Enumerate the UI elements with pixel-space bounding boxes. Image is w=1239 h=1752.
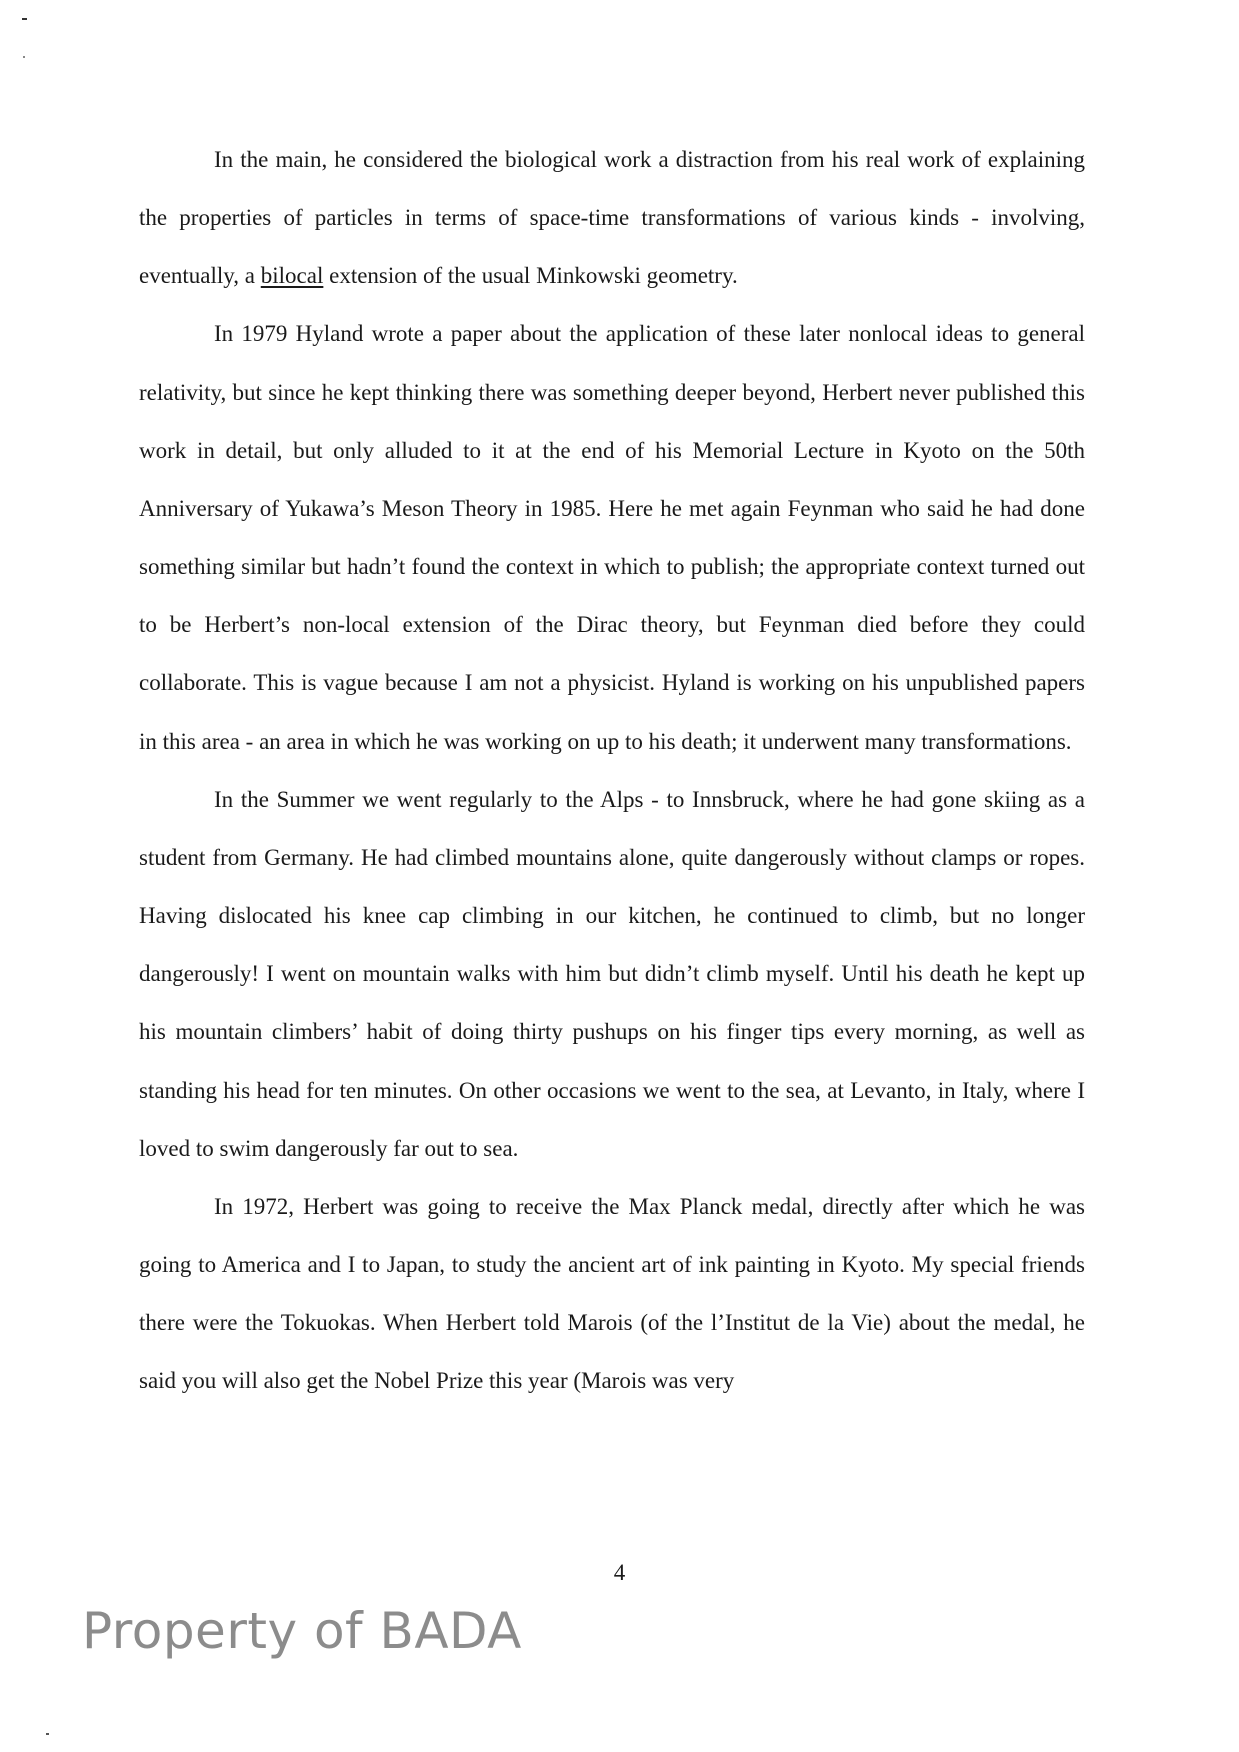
underlined-word: bilocal: [260, 263, 324, 289]
scan-mark: [23, 56, 25, 58]
scan-mark: [22, 18, 27, 20]
paragraph-1: [139, 131, 1085, 305]
paragraph-1-text: In the main, he considered the biological work a distraction from his real work of explaining the properties of particles in terms of space-time transformations of various kinds - involving, eventually, a: [139, 147, 1085, 289]
paragraph-2: In 1979 Hyland wrote a paper about the application of these later nonlocal ideas to general relativity, but since he kept thinking there was something deeper beyond, Herbert never published this work in detail, but only alluded to it at the end of his Memorial Lecture in Kyoto on the 50th Anniversary of Yukawa’s Meson Theory in 1985. Here he met again Feynman who said he had done something similar but hadn’t found the context in which to publish; the appropriate context turned out to be Herbert’s non-local extension of the Dirac theory, but Feynman died before they could collaborate. This is vague because I am not a physicist. Hyland is working on his unpublished papers in this area - an area in which he was working on up to his death; it underwent many transformations.: [139, 321, 1085, 754]
paragraph-1-text-end: extension of the usual Minkowski geometry.: [323, 263, 738, 289]
watermark-text: Property of BADA: [82, 1602, 522, 1660]
scan-mark: [46, 1733, 49, 1735]
page-number: 4: [613, 1560, 626, 1585]
body-text: [139, 131, 1085, 1410]
paragraph-4: In 1972, Herbert was going to receive the Max Planck medal, directly after which he was going to America and I to Japan, to study the ancient art of ink painting in Kyoto. My special friends there were the Tokuokas. When Herbert told Marois (of the l’Institut de la Vie) about the medal, he said you will also get the Nobel Prize this year (Marois was very: [139, 1193, 1085, 1394]
paragraph-3: In the Summer we went regularly to the Alps - to Innsbruck, where he had gone skiing as a student from Germany. He had climbed mountains alone, quite dangerously without clamps or ropes. Having dislocated his knee cap climbing in our kitchen, he continued to climb, but no longer dangerously! I went on mountain walks with him but didn’t climb myself. Until his death he kept up his mountain climbers’ habit of doing thirty pushups on his finger tips every morning, as well as standing his head for ten minutes. On other occasions we went to the sea, at Levanto, in Italy, where I loved to swim dangerously far out to sea.: [139, 786, 1085, 1161]
